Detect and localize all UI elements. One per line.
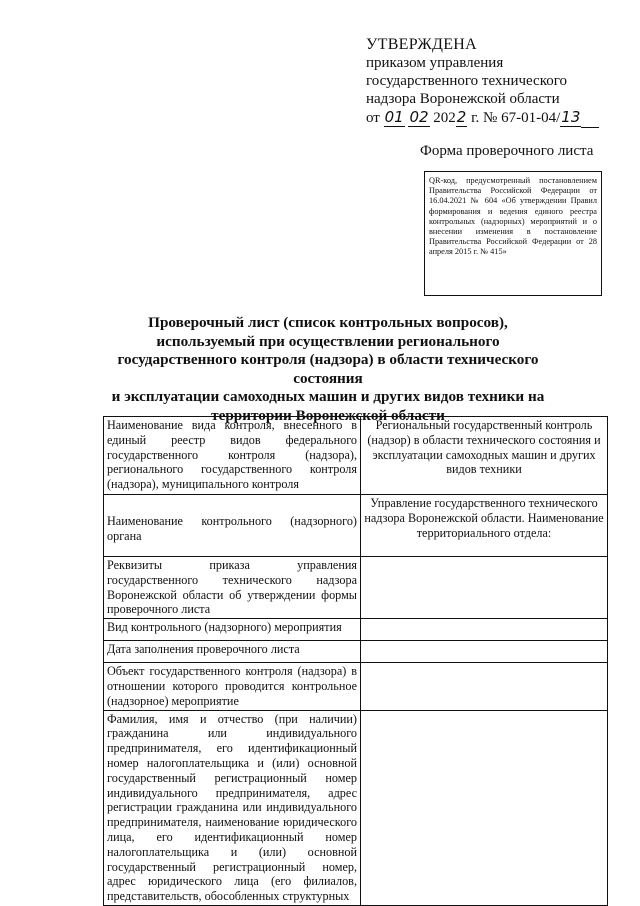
order-month: 02: [409, 108, 429, 126]
order-number-blank: [581, 109, 599, 128]
row-value: [361, 619, 608, 641]
row-value: [361, 710, 608, 905]
order-year-digit: 2: [456, 108, 467, 126]
order-number: 13: [561, 108, 581, 126]
row-value: [361, 557, 608, 619]
table-row: [104, 710, 608, 905]
qr-code-placeholder: [424, 171, 602, 296]
checklist-title-line-4: и эксплуатации самоходных машин и других видов техники на: [111, 388, 545, 405]
row-label: Объект государственного контроля (надзора) в отношении которого проводится контрольное (надзорное) мероприятие: [104, 663, 361, 710]
approval-title: УТВЕРЖДЕНА: [366, 36, 478, 53]
row-value: Региональный государственный контроль (надзор) в области технического состояния и эксплуатации самоходных машин и других видов техники: [361, 417, 608, 495]
form-title: Форма проверочного листа: [420, 143, 594, 159]
row-label: Вид контрольного (надзорного) мероприятия: [104, 619, 361, 641]
row-label: Дата заполнения проверочного листа: [104, 641, 361, 663]
approval-line-1: приказом управления: [366, 55, 504, 71]
row-value: [361, 663, 608, 710]
order-year-prefix: 202: [433, 110, 456, 126]
row-label: Реквизиты приказа управления государственного технического надзора Воронежской области об утверждении формы проверочного листа: [104, 557, 361, 619]
row-label: Наименование контрольного (надзорного) органа: [104, 495, 361, 557]
checklist-title-line-3: государственного контроля (надзора) в области технического состояния: [117, 351, 539, 387]
table-row: [104, 619, 608, 641]
checklist-table: [103, 416, 608, 906]
table-row: [104, 417, 608, 495]
table-row: [104, 495, 608, 557]
checklist-title-line-1: Проверочный лист (список контрольных вопросов),: [148, 314, 508, 331]
table-row: [104, 557, 608, 619]
table-row: [104, 641, 608, 663]
approval-line-3: надзора Воронежской области: [366, 91, 560, 107]
checklist-title-line-5: территории Воронежской области: [211, 406, 445, 424]
row-value: [361, 641, 608, 663]
row-label: Наименование вида контроля, внесенного в единый реестр видов федерального государственного контроля (надзора), регионального государственного контроля (надзора), муниципального контроля: [104, 417, 361, 495]
order-prefix: от: [366, 110, 380, 126]
order-day: 01: [384, 108, 404, 126]
checklist-title-line-2: используемый при осуществлении регионального: [156, 332, 500, 350]
order-year-suffix: г. № 67-01-04/: [467, 110, 561, 126]
table-row: [104, 663, 608, 710]
row-label: Фамилия, имя и отчество (при наличии) гражданина или индивидуального предпринимателя, его идентификационный номер налогоплательщика и (или) основной государственный регистрационный номер индивидуального предпринимателя, адрес регистрации гражданина или индивидуального предпринимателя, наименование юридического лица, его идентификационный номер налогоплательщика и (или) основной государственный регистрационный номер, адрес юридического лица (его филиалов, представительств, обособленных структурных: [104, 710, 361, 905]
row-value: Управление государственного технического надзора Воронежской области. Наименование территориального отдела:: [361, 495, 608, 557]
approval-stamp: [366, 36, 626, 128]
approval-line-2: государственного технического: [366, 73, 568, 89]
checklist-title: [100, 314, 556, 425]
qr-note: QR-код, предусмотренный постановлением Правительства Российской Федерации от 16.04.2021 № 604 «Об утверждении Правил формирования и ведения единого реестра контрольных (надзорных) мероприятий и о внесении изменения в постановление Правительства Российской Федерации от 28 апреля 2015 г. № 415»: [429, 176, 597, 257]
order-line: [366, 108, 626, 128]
